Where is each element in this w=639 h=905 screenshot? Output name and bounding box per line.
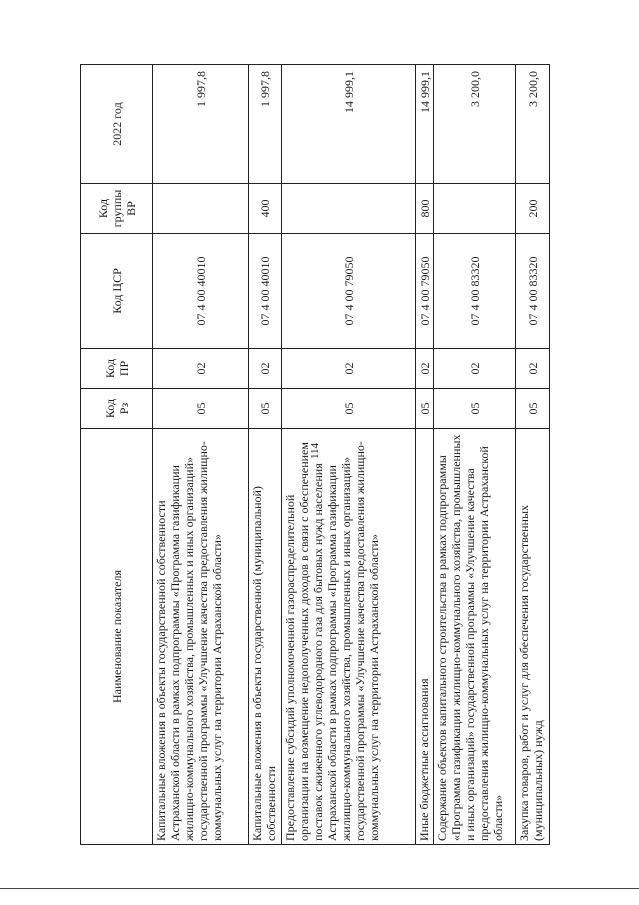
cell-csr: 07 4 00 79050 xyxy=(416,234,434,349)
cell-value: 1 997,8 xyxy=(249,65,282,184)
cell-name: Закупка товаров, работ и услуг для обеспечения государственных (муниципальных) нужд xyxy=(516,429,550,845)
header-name: Наименование показателя xyxy=(81,429,153,845)
cell-pr: 02 xyxy=(516,349,550,389)
budget-table xyxy=(80,64,550,845)
cell-value: 1 997,8 xyxy=(153,65,249,184)
header-csr: Код ЦСР xyxy=(81,234,153,349)
cell-csr: 07 4 00 83320 xyxy=(516,234,550,349)
page-number: 114 xyxy=(309,442,321,460)
cell-value: 14 999,1 xyxy=(416,65,434,184)
cell-csr: 07 4 00 40010 xyxy=(153,234,249,349)
cell-value: 14 999,1 xyxy=(282,65,416,184)
cell-vr xyxy=(434,184,516,234)
table-row xyxy=(282,65,416,845)
cell-name: Капитальные вложения в объекты государственной (муниципальной) собственности xyxy=(249,429,282,845)
table-row xyxy=(416,65,434,845)
bottom-rule xyxy=(0,888,639,889)
cell-pr: 02 xyxy=(249,349,282,389)
table-row xyxy=(516,65,550,845)
cell-rz: 05 xyxy=(416,389,434,429)
cell-pr: 02 xyxy=(434,349,516,389)
cell-pr: 02 xyxy=(153,349,249,389)
cell-value: 3 200,0 xyxy=(516,65,550,184)
cell-pr: 02 xyxy=(282,349,416,389)
table-row xyxy=(249,65,282,845)
table-header-row xyxy=(81,65,153,845)
cell-vr: 400 xyxy=(249,184,282,234)
table-row xyxy=(153,65,249,845)
cell-csr: 07 4 00 83320 xyxy=(434,234,516,349)
header-rz: Код Рз xyxy=(81,389,153,429)
cell-csr: 07 4 00 79050 xyxy=(282,234,416,349)
cell-rz: 05 xyxy=(153,389,249,429)
cell-name: Иные бюджетные ассигнования xyxy=(416,429,434,845)
header-year: 2022 год xyxy=(81,65,153,184)
rotated-table-wrapper xyxy=(80,65,545,845)
cell-vr xyxy=(282,184,416,234)
cell-rz: 05 xyxy=(282,389,416,429)
cell-vr xyxy=(153,184,249,234)
cell-rz: 05 xyxy=(434,389,516,429)
cell-pr: 02 xyxy=(416,349,434,389)
table-row xyxy=(434,65,516,845)
cell-vr: 800 xyxy=(416,184,434,234)
cell-rz: 05 xyxy=(516,389,550,429)
cell-rz: 05 xyxy=(249,389,282,429)
cell-csr: 07 4 00 40010 xyxy=(249,234,282,349)
cell-vr: 200 xyxy=(516,184,550,234)
cell-name: Капитальные вложения в объекты государственной собственности Астраханской области в рамках подпрограммы «Программа газификации жилищно-коммунального хозяйства, промышленных и иных организаций» государственной программы «Улучшение качества предоставления жилищно-коммунальных услуг на территории Астраханской области» xyxy=(153,429,249,845)
cell-name: Содержание объектов капитального строительства в рамках подпрограммы «Программа газификации жилищно-коммунального хозяйства, промышленных и иных организаций» государственной программы «Улучшение качества предоставления жилищно-коммунальных услуг на территории Астраханской области» xyxy=(434,429,516,845)
header-vr: Код группы ВР xyxy=(81,184,153,234)
cell-value: 3 200,0 xyxy=(434,65,516,184)
cell-name: Предоставление субсидий уполномоченной газораспределительной организации на возмещение недополученных доходов в связи с обеспечением поставок сжиженного углеводородного газа для бытовых нужд населения Астраханской области в рамках подпрограммы «Программа газификации жилищно-коммунального хозяйства, промышленных и иных организаций» государственной программы «Улучшение качества предоставления жилищно-коммунальных услуг на территории Астраханской области» xyxy=(282,429,416,845)
header-pr: Код ПР xyxy=(81,349,153,389)
